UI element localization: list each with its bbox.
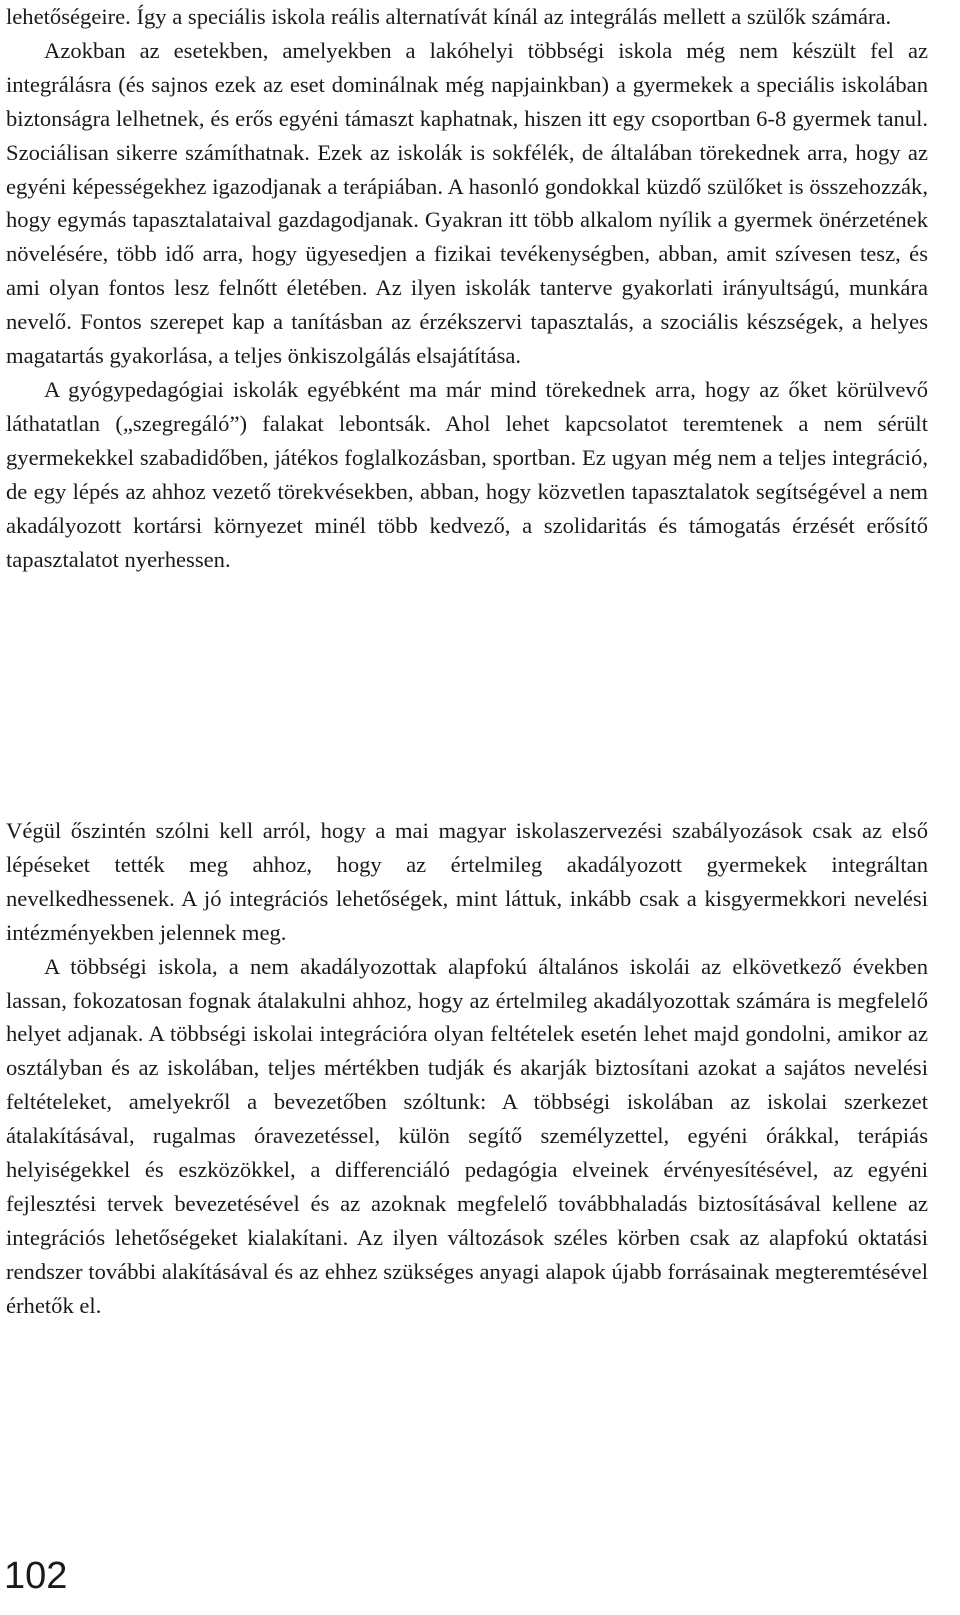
paragraph-continuation: lehetőségeire. Így a speciális iskola reális alternatívát kínál az integrálás mellett a szülők számára. — [6, 4, 892, 29]
body-text-section-2 — [6, 814, 928, 1323]
paragraph-majority-school: A többségi iskola, a nem akadályozottak alapfokú általános iskolái az elkövetkező években lassan, fokozatosan fognak átalakulni ahhoz, hogy az értelmileg akadályozottak számára is megfelelő helyet adjanak. A többségi iskolai integrációra olyan feltételek esetén lehet majd gondolni, amikor az osztályban és az iskolában, teljes mértékben tudják és akarják biztosítani azokat a sajátos nevelési feltételeket, amelyekről a bevezetőben szóltunk: A többségi iskolában az iskolai szerkezet átalakításával, rugalmas óravezetéssel, külön segítő személyzettel, egyéni órákkal, terápiás helyiségekkel és eszközökkel, a differenciáló pedagógia elveinek érvényesítésével, az egyéni fejlesztési tervek bevezetésével és az azoknak megfelelő továbbhaladás biztosításával kellene az integrációs lehetőségeket kialakítani. Az ilyen változások széles körben csak az alapfokú oktatási rendszer további alakításával és az ehhez szükséges anyagi alapok újabb forrásainak megteremtésével érhetők el. — [6, 953, 928, 1318]
paragraph-special-school: Azokban az esetekben, amelyekben a lakóhelyi többségi iskola még nem készült fel az integrálásra (és sajnos ezek az eset dominálnak még napjainkban) a gyermekek a speciális iskolában biztonságra lelhetnek, és erős egyéni támaszt kaphatnak, hiszen itt egy csoportban 6-8 gyermek tanul. Szociálisan sikerre számíthatnak. Ezek az iskolák is sokfélék, de általában törekednek arra, hogy az egyéni képességekhez igazodjanak a terápiában. A hasonló gondokkal küzdő szülőket is összehozzák, hogy egymás tapasztalataival gazdagodjanak. Gyakran itt több alkalom nyílik a gyermek önérzetének növelésére, több idő arra, hogy ügyesedjen a fizikai tevékenységben, abban, amit szívesen tesz, és ami olyan fontos lesz felnőtt életében. Az ilyen iskolák tanterve gyakorlati irányultságú, munkára nevelő. Fontos szerepet kap a tanításban az érzékszervi tapasztalás, a szociális készségek, a helyes magatartás gyakorlása, a teljes önkiszolgálás elsajátítása. — [6, 37, 928, 369]
paragraph-special-education-schools: A gyógypedagógiai iskolák egyébként ma már mind törekednek arra, hogy az őket körülvevő láthatatlan („szegregáló”) falakat lebontsák. Ahol lehet kapcsolatot teremtenek a nem sérült gyermekekkel szabadidőben, játékos foglalkozásban, sportban. Ez ugyan még nem a teljes integráció, de egy lépés az ahhoz vezető törekvésekben, abban, hogy közvetlen tapasztalatok segítségével a nem akadályozott kortársi környezet minél több kedvező, a szolidaritás és támogatás érzését erősítő tapasztalatot nyerhessen. — [6, 376, 928, 572]
page-number: 102 — [4, 1555, 68, 1597]
paragraph-school-regulation: Végül őszintén szólni kell arról, hogy a mai magyar iskolaszervezési szabályozások csak az első lépéseket tették meg ahhoz, hogy az értelmileg akadályozott gyermekek integráltan nevelkedhessenek. A jó integrációs lehetőségek, mint láttuk, inkább csak a kisgyermekkori nevelési intézményekben jelennek meg. — [6, 818, 928, 945]
body-text-section-1 — [6, 0, 928, 576]
